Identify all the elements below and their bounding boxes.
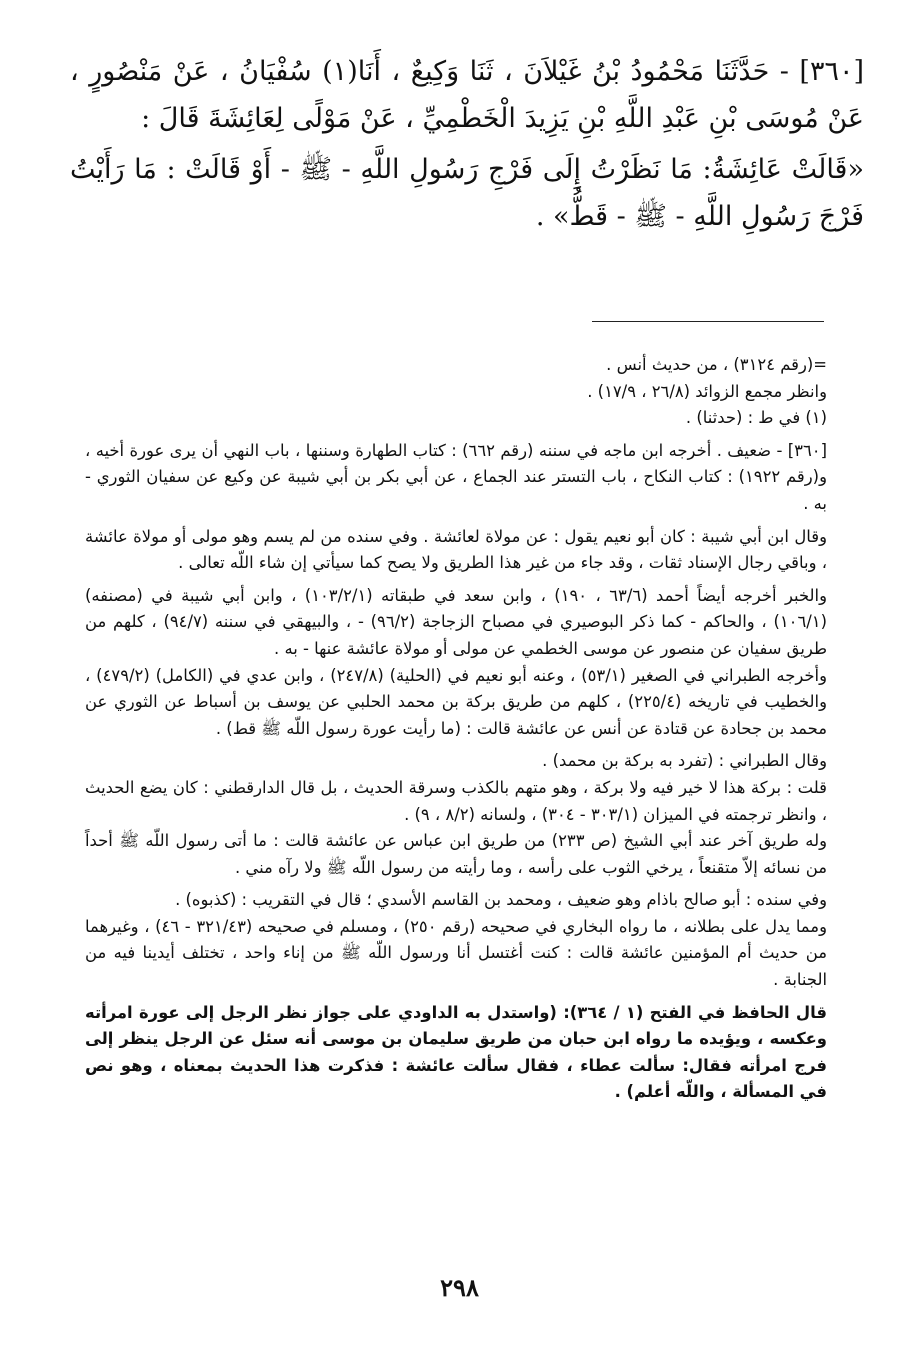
- footnote-separator: [592, 321, 824, 322]
- footnote-paragraph: قال الحافظ في الفتح (١ / ٣٦٤): (واستدل به الداودي على جواز نظر الرجل إلى عورة امرأته وعكسه ، ويؤيده ما رواه ابن حبان من طريق سليمان بن موسى أنه سئل عن الرجل ينظر إلى فرج امرأته فقال: سألت عطاء ، فقال سألت عائشة : فذكرت هذا الحديث بمعناه ، وهو نص في المسألة ، واللّه أعلم) .: [85, 1002, 828, 1102]
- footnote-paragraph: وانظر مجمع الزوائد (٢٦/٨ ، ١٧/٩) .: [587, 381, 827, 401]
- footnote-paragraph: قلت : بركة هذا لا خير فيه ولا بركة ، وهو متهم بالكذب وسرقة الحديث ، بل قال الدارقطني : كان يضع الحديث ، وانظر ترجمته في الميزان (٣٠٣/١ - ٣٠٤) ، ولسانه (٨/٢ ، ٩) .: [85, 777, 827, 824]
- footnote-paragraph: والخبر أخرجه أيضاً أحمد (٦٣/٦ ، ١٩٠) ، وابن سعد في طبقاته (١٠٣/٢/١) ، وابن أبي شيبة في (مصنفه) (١٠٦/١) ، والحاكم - كما ذكر البوصيري في مصباح الزجاجة (٩٦/٢) - ، والبيهقي في سننه (٩٤/٧) ، كلهم من طريق سفيان عن منصور عن موسى الخطمي عن مولى أو مولاة عائشة عنها - به .: [85, 585, 828, 658]
- isnad-paragraph: [٣٦٠] - حَدَّثَنَا مَحْمُودُ بْنُ غَيْلاَنَ ، ثَنَا وَكِيعٌ ، أَنَا(١) سُفْيَانُ ، عَنْ مَنْصُورٍ ، عَنْ مُوسَى بْنِ عَبْدِ اللَّهِ بْنِ يَزِيدَ الْخَطْمِيِّ ، عَنْ مَوْلًى لِعَائِشَةَ قَالَ :: [70, 56, 864, 134]
- footnote-paragraph: وله طريق آخر عند أبي الشيخ (ص ٢٣٣) من طريق ابن عباس عن عائشة قالت : ما أتى رسول اللّه ﷺ أحداً من نسائه إلاّ متقنعاً ، يرخي الثوب على رأسه ، وما رأيته من رسول اللّه ﷺ ولا رآه مني .: [85, 831, 827, 877]
- footnote-paragraph: وقال الطبراني : (تفرد به بركة بن محمد) .: [542, 751, 827, 771]
- matn-paragraph: «قَالَتْ عَائِشَةُ: مَا نَظَرْتُ إِلَى فَرْجِ رَسُولِ اللَّهِ - ﷺ - أَوْ قَالَتْ : مَا رَأَيْتُ فَرْجَ رَسُولِ اللَّهِ - ﷺ - قَطُّ» .: [70, 154, 864, 232]
- footnote-paragraph: وأخرجه الطبراني في الصغير (٥٣/١) ، وعنه أبو نعيم في (الحلية) (٢٤٧/٨) ، وابن عدي في (الكامل) (٤٧٩/٢) ، والخطيب في تاريخه (٢٢٥/٤) ، كلهم من طريق بركة بن محمد الحلبي عن يوسف بن أسباط عن الثوري عن محمد بن جحادة عن قتادة عن أنس عن عائشة قالت : (ما رأيت عورة رسول اللّه ﷺ قط) .: [85, 665, 828, 738]
- footnote-paragraph: ومما يدل على بطلانه ، ما رواه البخاري في صحيحه (رقم ٢٥٠) ، ومسلم في صحيحه (٣٢١/٤٣ - ٤٦) ، وغيرهما من حديث أم المؤمنين عائشة قالت : كنت أغتسل أنا ورسول اللّه ﷺ من إناء واحد ، تختلف أيدينا فيه من الجنابة .: [85, 916, 827, 990]
- footnote-1: (١) في ط : (حدثنا) .: [685, 408, 827, 428]
- hadith-text: [70, 48, 864, 240]
- takhrij-paragraph: [٣٦٠] - ضعيف . أخرجه ابن ماجه في سننه (رقم ٦٦٢) : كتاب الطهارة وسننها ، باب النهي أن يرى عورة أخيه ، و(رقم ١٩٢٢) : كتاب النكاح ، باب التستر عند الجماع ، عن أبي بكر بن أبي شيبة عن وكيع عن سفيان الثوري - به .: [85, 440, 827, 513]
- footnote-paragraph: وفي سنده : أبو صالح باذام وهو ضعيف ، ومحمد بن القاسم الأسدي ؛ قال في التقريب : (كذبوه) .: [175, 890, 827, 910]
- footnote-paragraph: وقال ابن أبي شيبة : كان أبو نعيم يقول : عن مولاة لعائشة . وفي سنده من لم يسم وهو مولى أو مولاة عائشة ، وباقي رجال الإسناد ثقات ، وقد جاء من غير هذا الطريق ولا يصح كما سيأتي إن شاء اللّه تعالى .: [85, 526, 827, 573]
- page-number: ٢٩٨: [440, 1273, 479, 1302]
- footnote-continuation: =(رقم ٣١٢٤) ، من حديث أنس .: [606, 355, 827, 374]
- footnotes: [85, 352, 827, 1106]
